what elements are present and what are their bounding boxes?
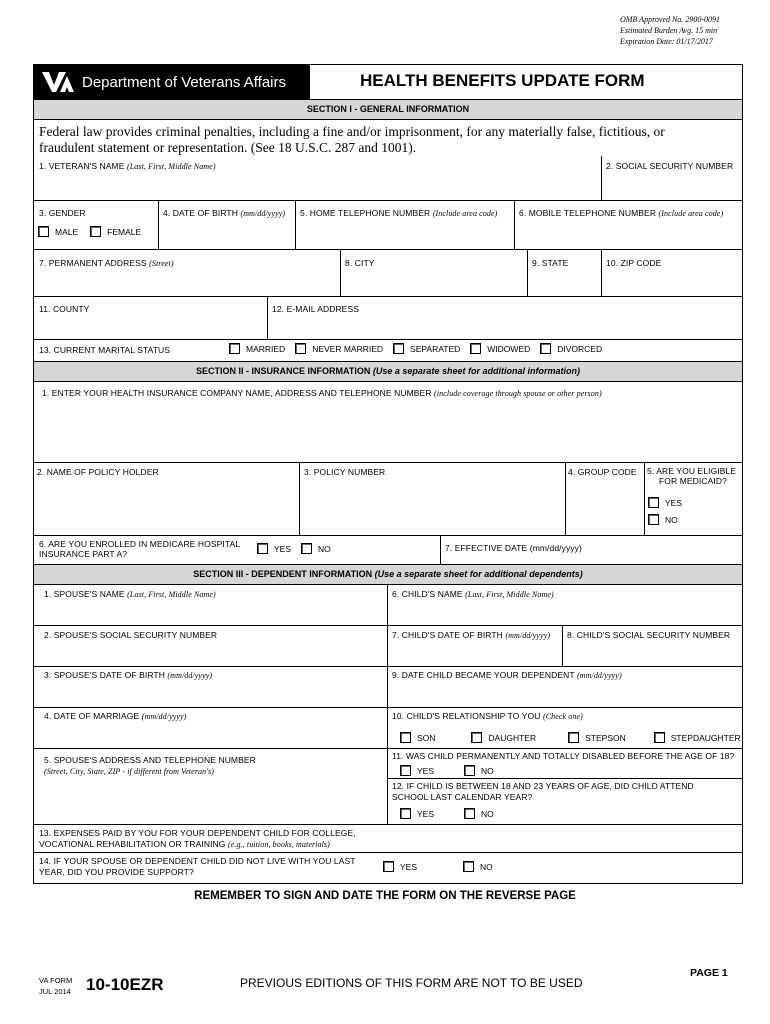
section-3-header [34,564,742,585]
son-label: SON [417,732,436,743]
separated-checkbox[interactable] [393,343,404,354]
support-label: 14. IF YOUR SPOUSE OR DEPENDENT CHILD DID NOT LIVE WITH YOU LAST YEAR, DID YOU PROVIDE SUPPORT? [39,856,356,877]
divorced-checkbox[interactable] [540,343,551,354]
omb-expiration: Expiration Date: 01/17/2017 [620,37,713,46]
medicare-no-label: NO [318,543,331,554]
child-school-yes-checkbox[interactable] [400,808,411,819]
mobile-phone-label: 6. MOBILE TELEPHONE NUMBER (Include area code) [519,208,724,218]
page-number: PAGE 1 [690,967,728,979]
medicaid-no-label: NO [665,514,678,525]
marital-status-options [229,343,602,354]
male-checkbox[interactable] [38,226,49,237]
sign-reminder: REMEMBER TO SIGN AND DATE THE FORM ON THE REVERSE PAGE [194,890,576,902]
medicare-options [257,543,331,554]
child-disabled-yes-label: YES [417,765,435,776]
policy-number-label: 3. POLICY NUMBER [304,467,386,477]
child-disabled-options [400,765,494,776]
gender-options [38,226,141,237]
county-label: 11. COUNTY [39,304,90,314]
insurance-company-label: 1. ENTER YOUR HEALTH INSURANCE COMPANY NAME, ADDRESS AND TELEPHONE NUMBER (include coverage through spouse or other person) [42,388,602,398]
section-2-hint: (Use a separate sheet for additional information) [372,366,580,376]
veteran-name-label: 1. VETERAN'S NAME (Last, First, Middle Name) [39,161,216,171]
support-no-label: NO [480,861,493,872]
medicaid-no-checkbox[interactable] [648,514,659,525]
spouse-name-label: 1. SPOUSE'S NAME (Last, First, Middle Name) [44,589,216,599]
medicaid-no [648,514,678,525]
child-dependent-date-label: 9. DATE CHILD BECAME YOUR DEPENDENT (mm/dd/yyyy) [392,670,622,680]
child-relationship-label: 10. CHILD'S RELATIONSHIP TO YOU (Check one) [392,711,583,721]
medicaid-yes-label: YES [665,497,683,508]
ssn-label: 2. SOCIAL SECURITY NUMBER [606,161,734,171]
policy-holder-label: 2. NAME OF POLICY HOLDER [37,467,159,477]
child-ssn-label: 8. CHILD'S SOCIAL SECURITY NUMBER [567,630,731,640]
widowed-checkbox[interactable] [470,343,481,354]
child-disabled-no-label: NO [481,765,494,776]
stepdaughter-checkbox[interactable] [654,732,665,743]
spouse-ssn-label: 2. SPOUSE'S SOCIAL SECURITY NUMBER [44,630,218,640]
separated-label: SEPARATED [410,343,461,354]
section-3-title: SECTION III - DEPENDENT INFORMATION [193,569,373,579]
male-label: MALE [55,226,79,237]
va-logo-icon [40,69,76,95]
child-school-yes-label: YES [417,808,435,819]
address-label: 7. PERMANENT ADDRESS (Street) [39,258,174,268]
form-number: 10-10EZR [86,975,164,994]
married-label: MARRIED [246,343,286,354]
omb-info [620,14,720,47]
child-dob-label: 7. CHILD'S DATE OF BIRTH (mm/dd/yyyy) [392,630,551,640]
dob-label: 4. DATE OF BIRTH (mm/dd/yyyy) [163,208,286,218]
child-disabled-label: 11. WAS CHILD PERMANENTLY AND TOTALLY DISABLED BEFORE THE AGE OF 18? [392,751,735,761]
section-1-title: SECTION I - GENERAL INFORMATION [306,104,470,114]
email-label: 12. E-MAIL ADDRESS [272,304,359,314]
medicaid-yes-checkbox[interactable] [648,497,659,508]
medicaid-label: 5. ARE YOU ELIGIBLE FOR MEDICAID? [647,466,737,486]
never-married-checkbox[interactable] [295,343,306,354]
child-disabled-yes-checkbox[interactable] [400,765,411,776]
support-options [383,861,493,872]
stepdaughter-label: STEPDAUGHTER [670,732,741,743]
medicare-yes-checkbox[interactable] [257,543,268,554]
married-checkbox[interactable] [229,343,240,354]
section-1-header [34,99,742,120]
home-phone-label: 5. HOME TELEPHONE NUMBER (Include area code) [300,208,498,218]
expenses-label: 13. EXPENSES PAID BY YOU FOR YOUR DEPENDENT CHILD FOR COLLEGE, VOCATIONAL REHABILITATION OR TRAINING (e.g., tuition, books, materials) [39,828,356,849]
son-checkbox[interactable] [400,732,411,743]
city-label: 8. CITY [345,258,375,268]
form-title: HEALTH BENEFITS UPDATE FORM [360,71,645,90]
omb-number: OMB Approved No. 2900-0091 [620,15,720,24]
support-yes-label: YES [400,861,418,872]
section-2-header [34,361,742,382]
child-school-options [400,808,494,819]
section-3-hint: (Use a separate sheet for additional dependents) [374,569,583,579]
group-code-label: 4. GROUP CODE [568,467,637,477]
marital-status-label: 13. CURRENT MARITAL STATUS [39,345,171,355]
omb-burden: Estimated Burden Avg. 15 min [620,26,718,35]
legal-warning: Federal law provides criminal penalties, including a fine and/or imprisonment, for any materially false, fictitious, or fraudulent statement or representation. (See 18 U.S.C. 287 and 1001). [39,124,665,155]
gender-label: 3. GENDER [39,208,86,218]
never-married-label: NEVER MARRIED [312,343,384,354]
female-label: FEMALE [107,226,142,237]
child-disabled-no-checkbox[interactable] [464,765,475,776]
va-header-bar [34,65,310,99]
daughter-checkbox[interactable] [471,732,482,743]
divorced-label: DIVORCED [557,343,603,354]
widowed-label: WIDOWED [487,343,531,354]
stepson-checkbox[interactable] [568,732,579,743]
medicare-yes-label: YES [274,543,292,554]
child-name-label: 6. CHILD'S NAME (Last, First, Middle Name) [392,589,554,599]
section-2-title: SECTION II - INSURANCE INFORMATION [196,366,371,376]
child-school-no-label: NO [481,808,494,819]
marriage-date-label: 4. DATE OF MARRIAGE (mm/dd/yyyy) [44,711,187,721]
agency-name: Department of Veterans Affairs [82,73,287,91]
zip-label: 10. ZIP CODE [606,258,662,268]
daughter-label: DAUGHTER [488,732,537,743]
stepson-label: STEPSON [585,732,626,743]
effective-date-label: 7. EFFECTIVE DATE (mm/dd/yyyy) [445,543,582,553]
va-form-label: VA FORM JUL 2014 [39,976,73,996]
relationship-options [400,732,741,743]
medicaid-yes [648,497,682,508]
child-school-label: 12. IF CHILD IS BETWEEN 18 AND 23 YEARS OF AGE, DID CHILD ATTEND SCHOOL LAST CALENDAR YEAR? [392,781,694,802]
previous-editions-note: PREVIOUS EDITIONS OF THIS FORM ARE NOT TO BE USED [240,976,583,990]
support-no-checkbox[interactable] [463,861,474,872]
spouse-dob-label: 3. SPOUSE'S DATE OF BIRTH (mm/dd/yyyy) [44,670,213,680]
state-label: 9. STATE [532,258,569,268]
medicare-label: 6. ARE YOU ENROLLED IN MEDICARE HOSPITAL INSURANCE PART A? [39,539,241,559]
medicare-no-checkbox[interactable] [301,543,312,554]
spouse-address-label: 5. SPOUSE'S ADDRESS AND TELEPHONE NUMBER (Street, City, State, ZIP - if different from Veteran's) [44,755,256,776]
female-checkbox[interactable] [90,226,101,237]
child-school-no-checkbox[interactable] [464,808,475,819]
support-yes-checkbox[interactable] [383,861,394,872]
